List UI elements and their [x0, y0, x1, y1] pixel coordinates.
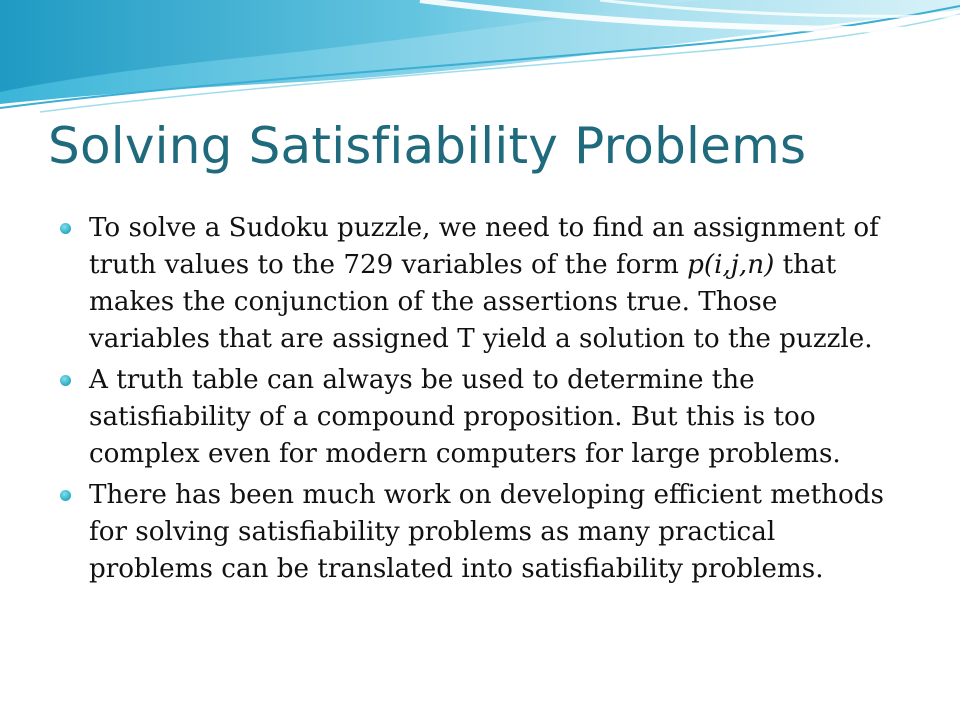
- bullet-text-segment: To solve a Sudoku puzzle, we need to find an assignment of truth values to the 729 variables of the form: [89, 213, 879, 280]
- bullet-text: [89, 213, 879, 354]
- bullet-emphasis: p(i,j,n): [687, 250, 775, 280]
- bullet-list: [60, 210, 900, 592]
- bullet-text-segment: that makes the conjunction of the assertions true. Those variables that are assigned T yield a solution to the puzzle.: [89, 250, 873, 354]
- bullet-item: [60, 210, 900, 358]
- bullet-text: [89, 365, 841, 469]
- bullet-text: [89, 480, 884, 584]
- decorative-wave-banner: [0, 0, 960, 120]
- bullet-dot-icon: [60, 223, 71, 234]
- bullet-text-segment: A truth table can always be used to determine the satisfiability of a compound proposition. But this is too complex even for modern computers for large problems.: [89, 365, 841, 469]
- bullet-dot-icon: [60, 375, 71, 386]
- bullet-text-segment: There has been much work on developing efficient methods for solving satisfiability problems as many practical problems can be translated into satisfiability problems.: [89, 480, 884, 584]
- bullet-item: [60, 362, 900, 473]
- slide-title: Solving Satisfiability Problems: [48, 117, 807, 175]
- bullet-item: [60, 477, 900, 588]
- bullet-dot-icon: [60, 490, 71, 501]
